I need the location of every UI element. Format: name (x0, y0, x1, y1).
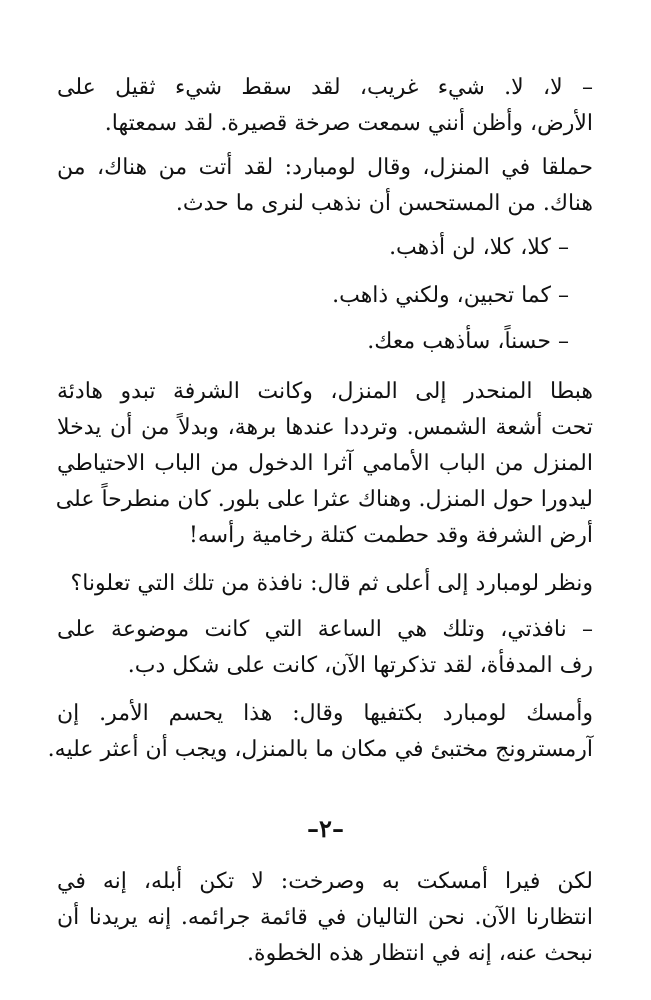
text-line: المنزل من الباب الأمامي آثرا الدخول من الباب الاحتياطي (57, 451, 593, 476)
text-line: – حسناً، سأذهب معك. (367, 329, 569, 354)
text-line: آرمسترونج مختبئ في مكان ما بالمنزل، ويجب أن أعثر عليه. (47, 737, 593, 762)
narrative-paragraph (57, 150, 593, 222)
book-page (0, 52, 651, 1000)
text-line: انتظارنا الآن. نحن التاليان في قائمة جرائمه. إنه يريدنا أن (57, 905, 593, 930)
dialogue-paragraph (33, 230, 569, 266)
text-line: – لا، لا. شيء غريب، لقد سقط شيء ثقيل على (57, 75, 593, 100)
narrative-paragraph (57, 374, 593, 554)
text-line: لكن فيرا أمسكت به وصرخت: لا تكن أبله، إنه في (57, 869, 593, 894)
section-number-heading: –٢– (307, 814, 344, 843)
dialogue-paragraph (33, 278, 569, 314)
text-line: هبطا المنحدر إلى المنزل، وكانت الشرفة تبدو هادئة (57, 379, 593, 404)
text-line: ونظر لومبارد إلى أعلى ثم قال: نافذة من تلك التي تعلونا؟ (70, 571, 593, 596)
dialogue-paragraph (57, 70, 593, 142)
text-line: ليدورا حول المنزل. وهناك عثرا على بلور. كان منطرحاً على (55, 487, 593, 512)
text-line: رف المدفأة، لقد تذكرتها الآن، كانت على شكل دب. (127, 653, 593, 678)
text-line: – كما تحبين، ولكني ذاهب. (332, 283, 569, 308)
text-line: هناك. من المستحسن أن نذهب لنرى ما حدث. (175, 191, 593, 216)
dialogue-paragraph (57, 612, 593, 684)
narrative-paragraph (57, 566, 593, 602)
text-line: نبحث عنه، إنه في انتظار هذه الخطوة. (247, 941, 593, 966)
text-line: أرض الشرفة وقد حطمت كتلة رخامية رأسه! (189, 523, 593, 548)
text-line: تحت أشعة الشمس. وترددا عندها برهة، وبدلاً من أن يدخلا (57, 415, 593, 440)
text-line: حملقا في المنزل، وقال لومبارد: لقد أتت من هناك، من (57, 155, 593, 180)
text-line: – نافذتي، وتلك هي الساعة التي كانت موضوعة على (57, 617, 593, 642)
dialogue-paragraph (33, 324, 569, 360)
narrative-paragraph (47, 696, 593, 768)
text-line: الأرض، وأظن أنني سمعت صرخة قصيرة. لقد سمعتها. (104, 111, 593, 136)
text-line: – كلا، كلا، لن أذهب. (389, 235, 569, 260)
text-line: وأمسك لومبارد بكتفيها وقال: هذا يحسم الأمر. إن (57, 701, 593, 726)
narrative-paragraph (57, 864, 593, 972)
